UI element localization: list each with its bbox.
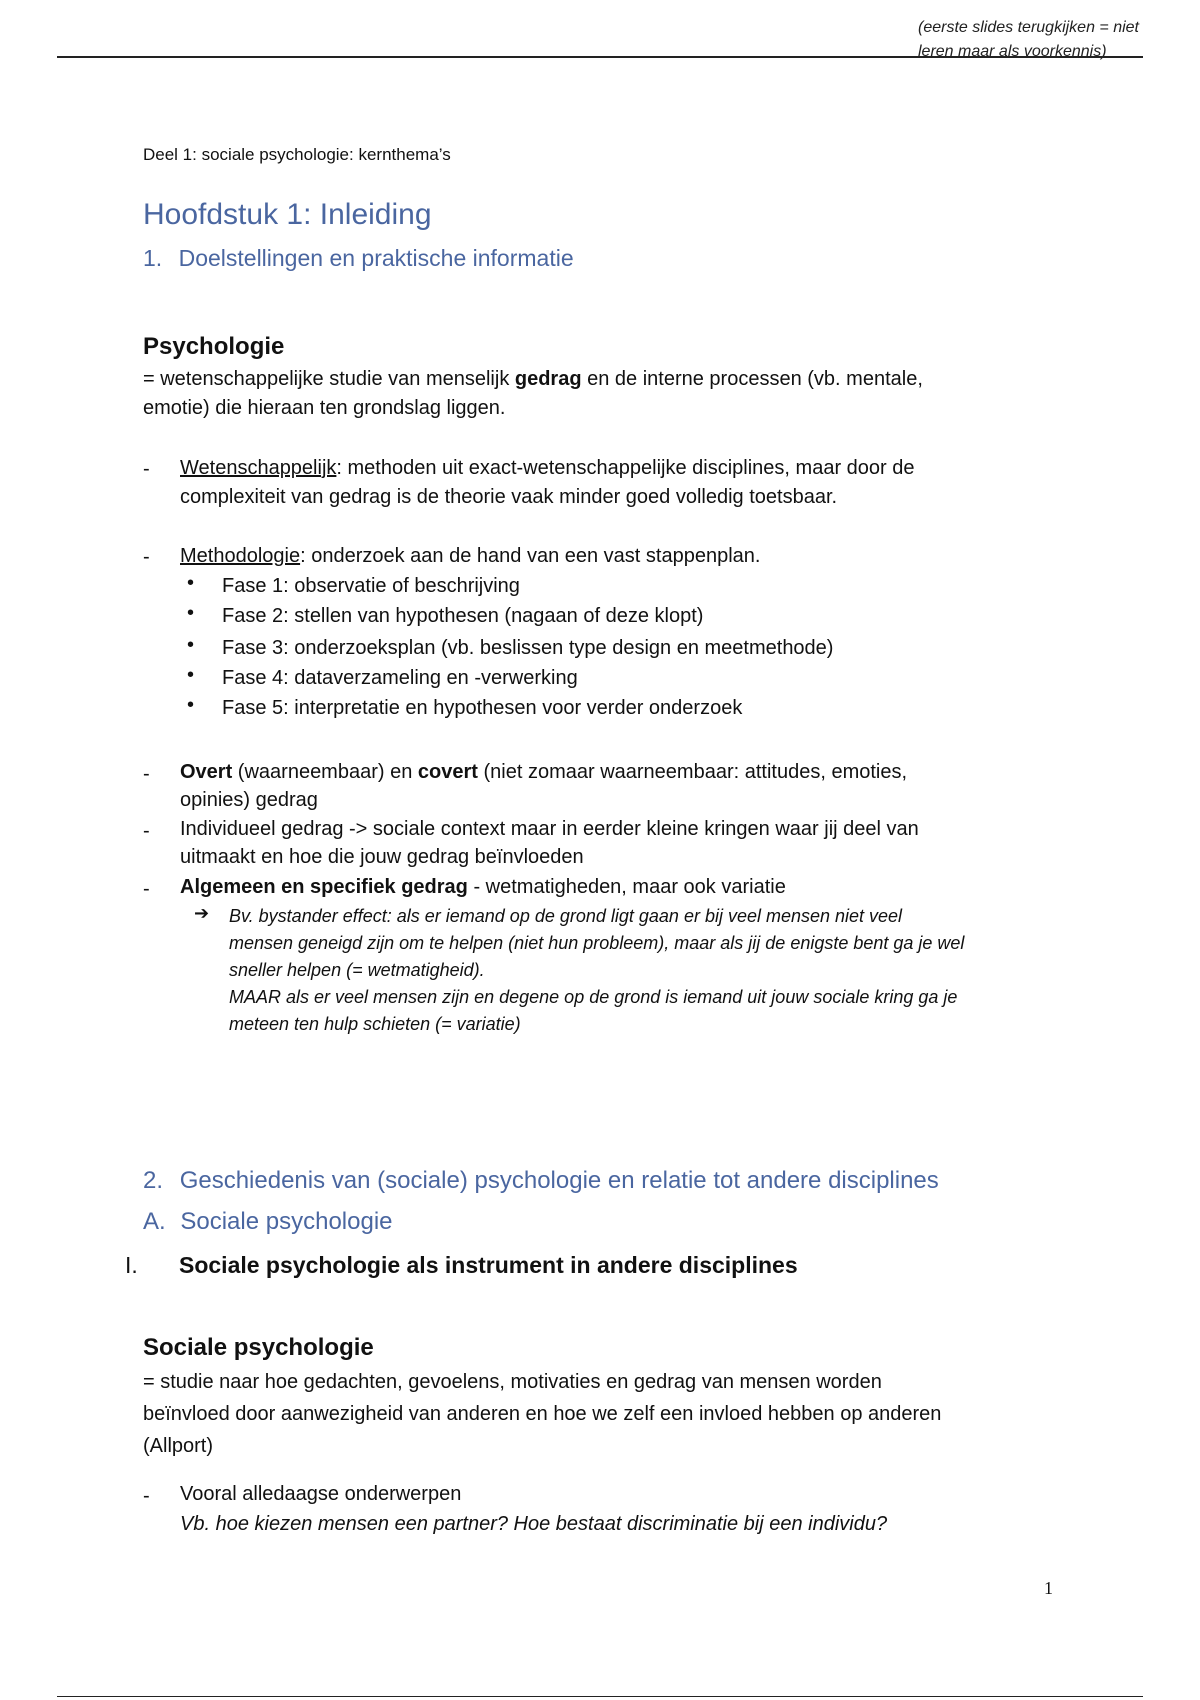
- section-2-heading: [143, 1167, 939, 1195]
- header-rule: [57, 56, 1143, 58]
- section-i-title: Sociale psychologie als instrument in andere disciplines: [179, 1252, 798, 1278]
- example-line: mensen geneigd zijn om te helpen (niet hun probleem), maar als jij de enigste bent ga je wel: [229, 933, 965, 953]
- header-note-line1: (eerste slides terugkijken = niet: [918, 19, 1139, 36]
- page-number: 1: [1044, 1578, 1053, 1598]
- methodologie-rest: : onderzoek aan de hand van een vast stappenplan.: [300, 545, 761, 567]
- bullet-icon: •: [187, 694, 195, 716]
- footer-rule: [57, 1696, 1143, 1697]
- part-title: Deel 1: sociale psychologie: kernthema’s: [143, 145, 451, 164]
- section-i-number: I.: [125, 1252, 138, 1278]
- sociale-definition-line: beïnvloed door aanwezigheid van anderen en hoe we zelf een invloed hebben op anderen: [143, 1403, 942, 1425]
- sociale-item-example: Vb. hoe kiezen mensen een partner? Hoe bestaat discriminatie bij een individu?: [180, 1513, 888, 1535]
- phase-item: Fase 4: dataverzameling en -verwerking: [222, 667, 578, 689]
- dash-marker: -: [143, 820, 150, 842]
- dash-marker: -: [143, 878, 150, 900]
- psychologie-definition-line1: [143, 365, 923, 394]
- sociale-definition-line: = studie naar hoe gedachten, gevoelens, motivaties en gedrag van mensen worden: [143, 1371, 882, 1393]
- section-1-number: 1.: [143, 245, 163, 271]
- wetenschappelijk-term: Wetenschappelijk: [180, 457, 337, 479]
- phase-item: Fase 5: interpretatie en hypothesen voor verder onderzoek: [222, 697, 743, 719]
- section-2-number: 2.: [143, 1167, 164, 1194]
- wetenschappelijk-line2: complexiteit van gedrag is de theorie vaak minder goed volledig toetsbaar.: [180, 486, 838, 508]
- bullet-icon: •: [187, 602, 195, 624]
- example-line: Bv. bystander effect: als er iemand op de grond ligt gaan er bij veel mensen niet veel: [229, 906, 903, 926]
- wetenschappelijk-line1: [180, 454, 915, 483]
- phase-item: Fase 2: stellen van hypothesen (nagaan of deze klopt): [222, 605, 704, 627]
- bullet-icon: •: [187, 664, 195, 686]
- overt-bold: Overt: [180, 761, 233, 783]
- def-bold: gedrag: [514, 368, 582, 390]
- bullet-icon: •: [187, 572, 195, 594]
- phase-item: Fase 1: observatie of beschrijving: [222, 575, 520, 597]
- section-2-title: Geschiedenis van (sociale) psychologie en relatie tot andere disciplines: [179, 1167, 939, 1194]
- algemeen-line: [180, 873, 786, 902]
- section-i-heading: [125, 1252, 798, 1279]
- individueel-line1: Individueel gedrag -> sociale context maar in eerder kleine kringen waar jij deel van: [180, 818, 919, 840]
- psychologie-definition-line2: emotie) die hieraan ten grondslag liggen.: [143, 397, 506, 419]
- dash-marker: -: [143, 1485, 150, 1507]
- example-line: MAAR als er veel mensen zijn en degene op de grond is iemand uit jouw sociale kring ga je: [229, 987, 958, 1007]
- sociale-psychologie-heading: Sociale psychologie: [143, 1334, 374, 1361]
- overt-rest: (niet zomaar waarneembaar: attitudes, emoties,: [477, 761, 908, 783]
- algemeen-rest: - wetmatigheden, maar ook variatie: [467, 876, 786, 898]
- section-a-number: A.: [143, 1208, 166, 1235]
- section-1-heading: [143, 245, 574, 272]
- section-a-heading: [143, 1208, 393, 1236]
- dash-marker: -: [143, 458, 150, 480]
- dash-marker: -: [143, 763, 150, 785]
- sociale-item: Vooral alledaagse onderwerpen: [180, 1483, 462, 1505]
- chapter-title: Hoofdstuk 1: Inleiding: [143, 198, 432, 231]
- wetenschappelijk-rest: : methoden uit exact-wetenschappelijke disciplines, maar door de: [336, 457, 915, 479]
- covert-bold: covert: [417, 761, 478, 783]
- overt-line2: opinies) gedrag: [180, 789, 318, 811]
- header-note-line2: leren maar als voorkennis): [918, 43, 1107, 60]
- sociale-definition-line: (Allport): [143, 1435, 214, 1457]
- individueel-line2: uitmaakt en hoe die jouw gedrag beïnvloeden: [180, 846, 584, 868]
- def-text-b: en de interne processen (vb. mentale,: [581, 368, 923, 390]
- example-line: sneller helpen (= wetmatigheid).: [229, 960, 485, 980]
- psychologie-heading: Psychologie: [143, 333, 285, 360]
- overt-line1: [180, 758, 907, 787]
- example-line: meteen ten hulp schieten (= variatie): [229, 1014, 521, 1034]
- def-text-a: = wetenschappelijke studie van menselijk: [143, 368, 515, 390]
- algemeen-bold: Algemeen en specifiek gedrag: [180, 876, 468, 898]
- section-1-title: Doelstellingen en praktische informatie: [178, 245, 574, 271]
- phase-item: Fase 3: onderzoeksplan (vb. beslissen type design en meetmethode): [222, 637, 834, 659]
- dash-marker: -: [143, 546, 150, 568]
- arrow-right-icon: ➔: [194, 903, 210, 923]
- methodologie-line: [180, 542, 760, 571]
- bullet-icon: •: [187, 634, 195, 656]
- methodologie-term: Methodologie: [180, 545, 301, 567]
- overt-mid: (waarneembaar) en: [232, 761, 418, 783]
- section-a-title: Sociale psychologie: [180, 1208, 393, 1235]
